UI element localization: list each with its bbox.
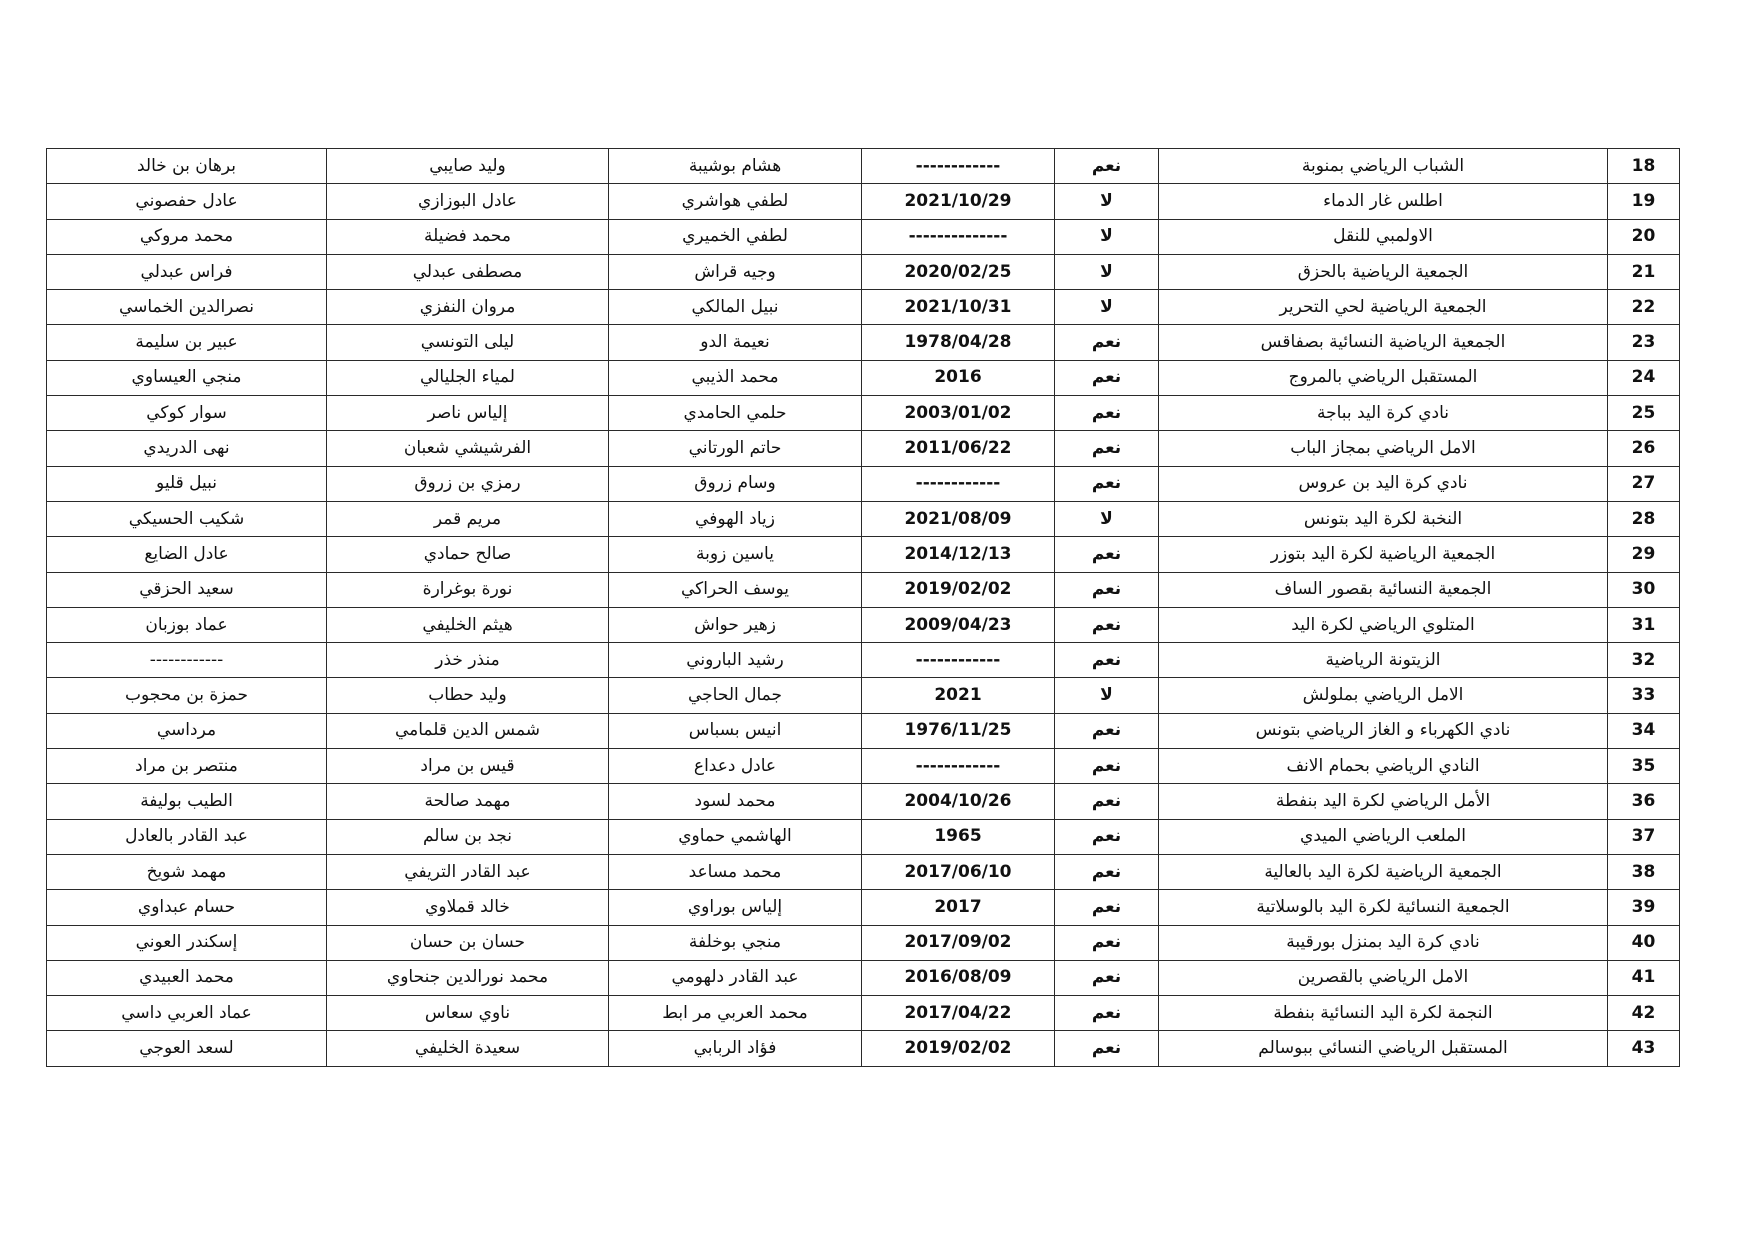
person-2-cell: إلياس ناصر [327, 396, 609, 431]
person-2-cell: الفرشيشي شعبان [327, 431, 609, 466]
club-name-cell: المستقبل الرياضي النسائي ببوسالم [1159, 1031, 1608, 1066]
person-1-cell: محمد الذيبي [609, 360, 862, 395]
person-2-cell: عادل البوزازي [327, 184, 609, 219]
person-2-cell: محمد فضيلة [327, 219, 609, 254]
row-number-cell: 37 [1608, 819, 1680, 854]
club-name-cell: الجمعية النسائية لكرة اليد بالوسلاتية [1159, 890, 1608, 925]
person-1-cell: رشيد الباروني [609, 643, 862, 678]
date-cell: 2016/08/09 [862, 960, 1055, 995]
person-2-cell: نورة بوغرارة [327, 572, 609, 607]
row-number-cell: 27 [1608, 466, 1680, 501]
row-number-cell: 28 [1608, 501, 1680, 536]
row-number-cell: 19 [1608, 184, 1680, 219]
date-cell: 2017/06/10 [862, 854, 1055, 889]
person-3-cell: نبيل قليو [47, 466, 327, 501]
person-1-cell: يوسف الحراكي [609, 572, 862, 607]
yes-no-cell: نعم [1055, 149, 1159, 184]
row-number-cell: 41 [1608, 960, 1680, 995]
person-1-cell: لطفي الخميري [609, 219, 862, 254]
date-cell: ------------ [862, 149, 1055, 184]
yes-no-cell: نعم [1055, 537, 1159, 572]
yes-no-cell: لا [1055, 501, 1159, 536]
row-number-cell: 22 [1608, 290, 1680, 325]
yes-no-cell: لا [1055, 678, 1159, 713]
person-3-cell: منتصر بن مراد [47, 749, 327, 784]
row-number-cell: 18 [1608, 149, 1680, 184]
yes-no-cell: لا [1055, 219, 1159, 254]
yes-no-cell: نعم [1055, 713, 1159, 748]
table-row [47, 431, 1680, 466]
person-2-cell: مريم قمر [327, 501, 609, 536]
row-number-cell: 43 [1608, 1031, 1680, 1066]
table-row [47, 713, 1680, 748]
person-1-cell: فؤاد الربابي [609, 1031, 862, 1066]
table-row [47, 925, 1680, 960]
yes-no-cell: نعم [1055, 819, 1159, 854]
yes-no-cell: نعم [1055, 854, 1159, 889]
person-1-cell: حلمي الحامدي [609, 396, 862, 431]
club-name-cell: الاولمبي للنقل [1159, 219, 1608, 254]
yes-no-cell: نعم [1055, 1031, 1159, 1066]
person-1-cell: هشام بوشيبة [609, 149, 862, 184]
date-cell: 2017/09/02 [862, 925, 1055, 960]
person-3-cell: الطيب بوليفة [47, 784, 327, 819]
person-3-cell: شكيب الحسيكي [47, 501, 327, 536]
person-3-cell: مهمد شويخ [47, 854, 327, 889]
row-number-cell: 39 [1608, 890, 1680, 925]
row-number-cell: 38 [1608, 854, 1680, 889]
row-number-cell: 20 [1608, 219, 1680, 254]
row-number-cell: 34 [1608, 713, 1680, 748]
club-name-cell: النخبة لكرة اليد بتونس [1159, 501, 1608, 536]
club-name-cell: الشباب الرياضي بمنوبة [1159, 149, 1608, 184]
person-2-cell: منذر خذر [327, 643, 609, 678]
table-row [47, 996, 1680, 1031]
table-row [47, 537, 1680, 572]
person-2-cell: صالح حمادي [327, 537, 609, 572]
person-2-cell: حسان بن حسان [327, 925, 609, 960]
yes-no-cell: لا [1055, 290, 1159, 325]
person-1-cell: عبد القادر دلهومي [609, 960, 862, 995]
row-number-cell: 21 [1608, 254, 1680, 289]
yes-no-cell: نعم [1055, 431, 1159, 466]
person-2-cell: مصطفى عبدلي [327, 254, 609, 289]
yes-no-cell: نعم [1055, 325, 1159, 360]
yes-no-cell: نعم [1055, 890, 1159, 925]
date-cell: 1965 [862, 819, 1055, 854]
club-name-cell: نادي كرة اليد بباجة [1159, 396, 1608, 431]
yes-no-cell: نعم [1055, 960, 1159, 995]
person-3-cell: لسعد العوجي [47, 1031, 327, 1066]
club-name-cell: اطلس غار الدماء [1159, 184, 1608, 219]
date-cell: 2021 [862, 678, 1055, 713]
table-row [47, 1031, 1680, 1066]
table-row [47, 572, 1680, 607]
person-2-cell: عبد القادر التريفي [327, 854, 609, 889]
date-cell: 2016 [862, 360, 1055, 395]
person-2-cell: رمزي بن زروق [327, 466, 609, 501]
person-2-cell: نجد بن سالم [327, 819, 609, 854]
person-3-cell: محمد العبيدي [47, 960, 327, 995]
table-row [47, 819, 1680, 854]
table-row [47, 960, 1680, 995]
row-number-cell: 23 [1608, 325, 1680, 360]
yes-no-cell: نعم [1055, 643, 1159, 678]
club-name-cell: الجمعية النسائية بقصور الساف [1159, 572, 1608, 607]
person-3-cell: برهان بن خالد [47, 149, 327, 184]
yes-no-cell: نعم [1055, 396, 1159, 431]
table-row [47, 325, 1680, 360]
date-cell: 2020/02/25 [862, 254, 1055, 289]
date-cell: 2003/01/02 [862, 396, 1055, 431]
table-row [47, 149, 1680, 184]
date-cell: 2017/04/22 [862, 996, 1055, 1031]
yes-no-cell: نعم [1055, 607, 1159, 642]
club-name-cell: الجمعية الرياضية بالحزق [1159, 254, 1608, 289]
club-name-cell: الجمعية الرياضية لحي التحرير [1159, 290, 1608, 325]
table-row [47, 678, 1680, 713]
person-2-cell: لمياء الجليالي [327, 360, 609, 395]
person-2-cell: سعيدة الخليفي [327, 1031, 609, 1066]
person-1-cell: محمد لسود [609, 784, 862, 819]
club-name-cell: المستقبل الرياضي بالمروج [1159, 360, 1608, 395]
club-name-cell: النادي الرياضي بحمام الانف [1159, 749, 1608, 784]
person-2-cell: وليد صايبي [327, 149, 609, 184]
club-name-cell: الامل الرياضي بمجاز الباب [1159, 431, 1608, 466]
person-1-cell: زهير حواش [609, 607, 862, 642]
table-row [47, 219, 1680, 254]
row-number-cell: 31 [1608, 607, 1680, 642]
person-1-cell: الهاشمي حماوي [609, 819, 862, 854]
club-name-cell: النجمة لكرة اليد النسائية بنفطة [1159, 996, 1608, 1031]
table-row [47, 184, 1680, 219]
row-number-cell: 42 [1608, 996, 1680, 1031]
person-2-cell: وليد حطاب [327, 678, 609, 713]
person-3-cell: حسام عبداوي [47, 890, 327, 925]
table-row [47, 890, 1680, 925]
person-1-cell: لطفي هواشري [609, 184, 862, 219]
date-cell: 2021/08/09 [862, 501, 1055, 536]
person-3-cell: نصرالدين الخماسي [47, 290, 327, 325]
person-3-cell: ------------ [47, 643, 327, 678]
club-name-cell: نادي كرة اليد بن عروس [1159, 466, 1608, 501]
club-name-cell: الزيتونة الرياضية [1159, 643, 1608, 678]
date-cell: 2021/10/29 [862, 184, 1055, 219]
person-3-cell: سوار كوكي [47, 396, 327, 431]
row-number-cell: 33 [1608, 678, 1680, 713]
person-1-cell: ياسين زوبة [609, 537, 862, 572]
club-name-cell: الامل الرياضي بالقصرين [1159, 960, 1608, 995]
person-2-cell: مهمد صالحة [327, 784, 609, 819]
table-row [47, 360, 1680, 395]
date-cell: -------------- [862, 219, 1055, 254]
club-name-cell: الامل الرياضي بملولش [1159, 678, 1608, 713]
date-cell: 2014/12/13 [862, 537, 1055, 572]
row-number-cell: 25 [1608, 396, 1680, 431]
date-cell: 1976/11/25 [862, 713, 1055, 748]
yes-no-cell: لا [1055, 184, 1159, 219]
table-row [47, 784, 1680, 819]
club-name-cell: الأمل الرياضي لكرة اليد بنفطة [1159, 784, 1608, 819]
row-number-cell: 24 [1608, 360, 1680, 395]
row-number-cell: 30 [1608, 572, 1680, 607]
person-2-cell: مروان النفزي [327, 290, 609, 325]
table-row [47, 466, 1680, 501]
person-2-cell: محمد نورالدين جنحاوي [327, 960, 609, 995]
club-name-cell: المتلوي الرياضي لكرة اليد [1159, 607, 1608, 642]
person-2-cell: ليلى التونسي [327, 325, 609, 360]
row-number-cell: 35 [1608, 749, 1680, 784]
date-cell: 2011/06/22 [862, 431, 1055, 466]
date-cell: ------------ [862, 643, 1055, 678]
person-1-cell: نعيمة الدو [609, 325, 862, 360]
table-row [47, 749, 1680, 784]
club-name-cell: الجمعية الرياضية لكرة اليد بتوزر [1159, 537, 1608, 572]
row-number-cell: 32 [1608, 643, 1680, 678]
clubs-table [46, 148, 1680, 1067]
table-row [47, 607, 1680, 642]
row-number-cell: 26 [1608, 431, 1680, 466]
date-cell: ------------ [862, 466, 1055, 501]
date-cell: 2019/02/02 [862, 1031, 1055, 1066]
table-row [47, 254, 1680, 289]
person-3-cell: عبير بن سليمة [47, 325, 327, 360]
table-row [47, 290, 1680, 325]
club-name-cell: نادي الكهرباء و الغاز الرياضي بتونس [1159, 713, 1608, 748]
table-row [47, 396, 1680, 431]
person-3-cell: مرداسي [47, 713, 327, 748]
person-3-cell: منجي العيساوي [47, 360, 327, 395]
club-name-cell: الملعب الرياضي الميدي [1159, 819, 1608, 854]
person-3-cell: عماد العربي داسي [47, 996, 327, 1031]
person-1-cell: منجي بوخلفة [609, 925, 862, 960]
person-2-cell: ناوي سعاس [327, 996, 609, 1031]
person-1-cell: انيس بسباس [609, 713, 862, 748]
date-cell: ------------ [862, 749, 1055, 784]
person-1-cell: جمال الحاجي [609, 678, 862, 713]
person-3-cell: نهى الدريدي [47, 431, 327, 466]
table-row [47, 501, 1680, 536]
club-name-cell: الجمعية الرياضية النسائية بصفاقس [1159, 325, 1608, 360]
person-2-cell: قيس بن مراد [327, 749, 609, 784]
document-page [46, 148, 1679, 1067]
date-cell: 2021/10/31 [862, 290, 1055, 325]
person-3-cell: عادل الضايع [47, 537, 327, 572]
table-row [47, 854, 1680, 889]
person-1-cell: محمد مساعد [609, 854, 862, 889]
club-name-cell: الجمعية الرياضية لكرة اليد بالعالية [1159, 854, 1608, 889]
yes-no-cell: نعم [1055, 996, 1159, 1031]
person-3-cell: عادل حفصوني [47, 184, 327, 219]
date-cell: 1978/04/28 [862, 325, 1055, 360]
yes-no-cell: نعم [1055, 360, 1159, 395]
person-3-cell: سعيد الحزقي [47, 572, 327, 607]
person-3-cell: عماد بوزبان [47, 607, 327, 642]
person-1-cell: وجيه قراش [609, 254, 862, 289]
date-cell: 2019/02/02 [862, 572, 1055, 607]
person-3-cell: محمد مروكي [47, 219, 327, 254]
yes-no-cell: نعم [1055, 749, 1159, 784]
yes-no-cell: نعم [1055, 784, 1159, 819]
person-1-cell: إلياس بوراوي [609, 890, 862, 925]
person-1-cell: عادل دعداع [609, 749, 862, 784]
person-3-cell: فراس عبدلي [47, 254, 327, 289]
table-body [47, 149, 1680, 1067]
person-1-cell: زياد الهوفي [609, 501, 862, 536]
person-2-cell: هيثم الخليفي [327, 607, 609, 642]
yes-no-cell: نعم [1055, 466, 1159, 501]
yes-no-cell: لا [1055, 254, 1159, 289]
person-1-cell: محمد العربي مر ابط [609, 996, 862, 1031]
person-3-cell: إسكندر العوني [47, 925, 327, 960]
table-row [47, 643, 1680, 678]
row-number-cell: 40 [1608, 925, 1680, 960]
person-3-cell: عبد القادر بالعادل [47, 819, 327, 854]
date-cell: 2009/04/23 [862, 607, 1055, 642]
person-1-cell: وسام زروق [609, 466, 862, 501]
row-number-cell: 29 [1608, 537, 1680, 572]
yes-no-cell: نعم [1055, 925, 1159, 960]
person-1-cell: نبيل المالكي [609, 290, 862, 325]
date-cell: 2004/10/26 [862, 784, 1055, 819]
date-cell: 2017 [862, 890, 1055, 925]
person-2-cell: خالد قملاوي [327, 890, 609, 925]
yes-no-cell: نعم [1055, 572, 1159, 607]
person-2-cell: شمس الدين قلمامي [327, 713, 609, 748]
club-name-cell: نادي كرة اليد بمنزل بورقيبة [1159, 925, 1608, 960]
person-1-cell: حاتم الورتاني [609, 431, 862, 466]
row-number-cell: 36 [1608, 784, 1680, 819]
person-3-cell: حمزة بن محجوب [47, 678, 327, 713]
